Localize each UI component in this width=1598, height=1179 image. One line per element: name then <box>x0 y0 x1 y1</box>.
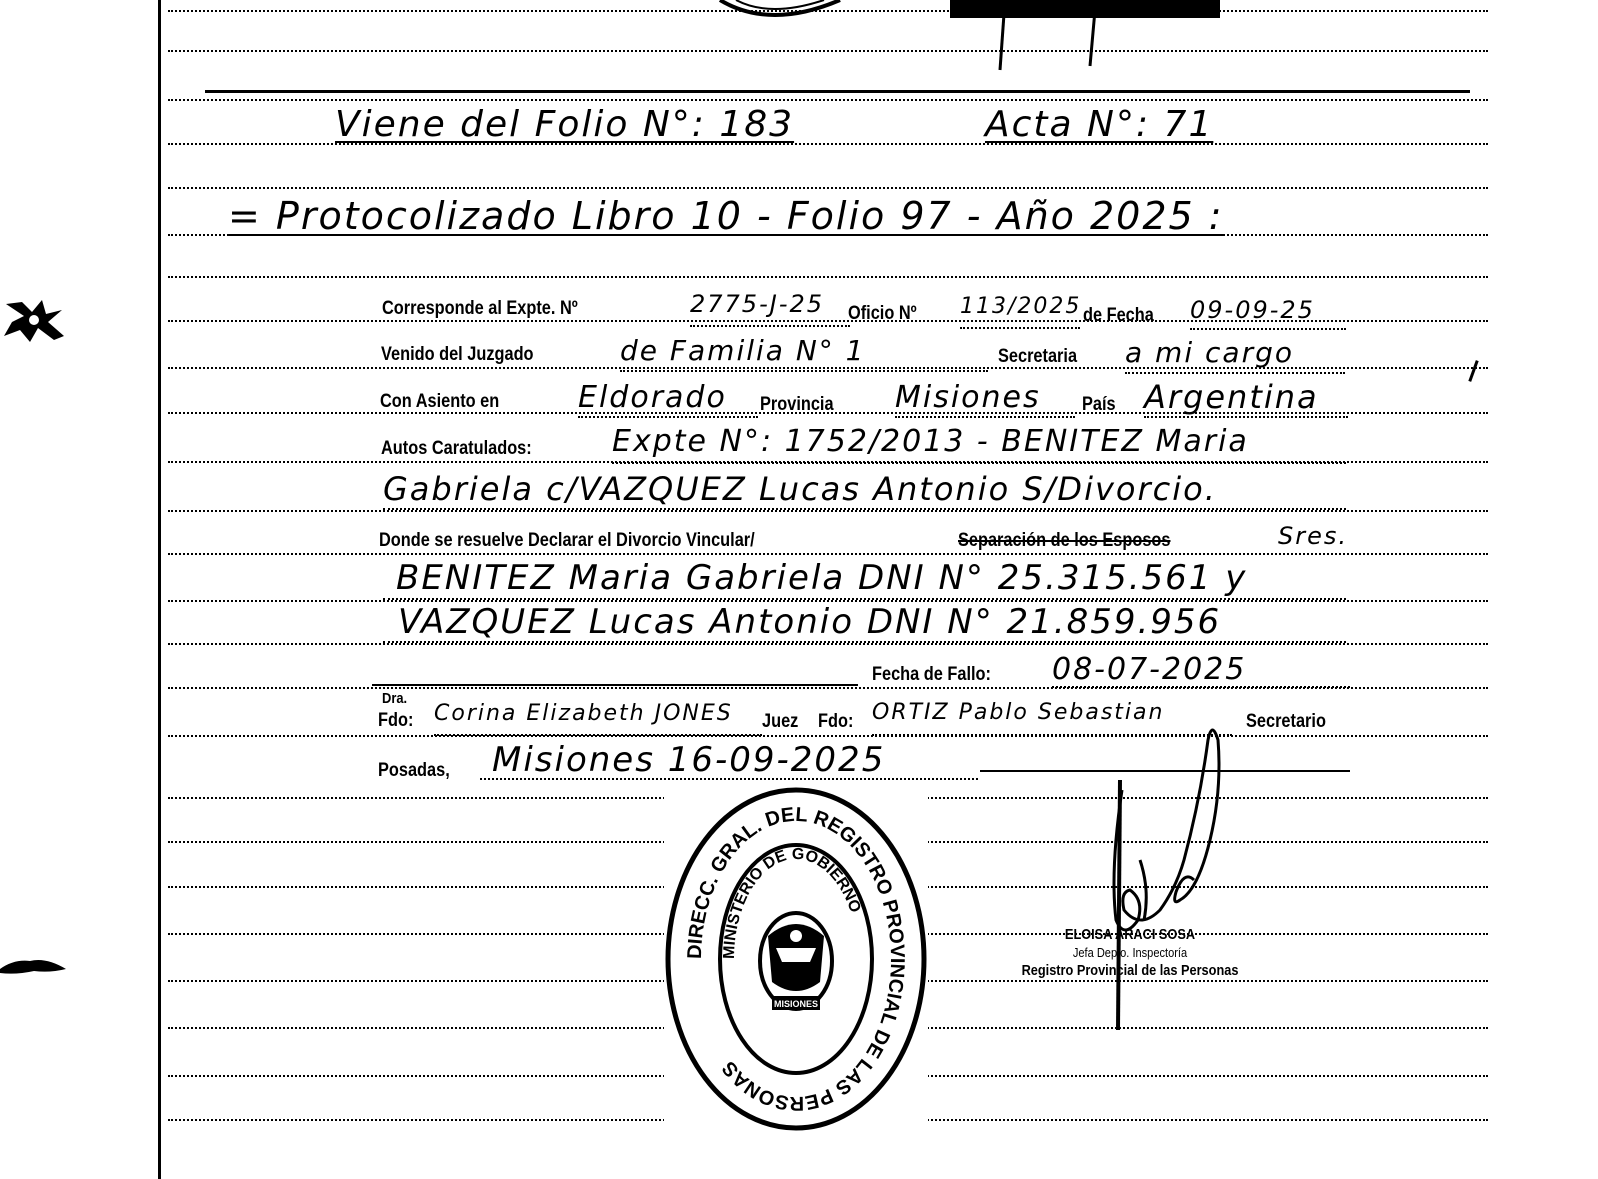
fill-line <box>960 327 1080 329</box>
resuelve-label: Donde se resuelve Declarar el Divorcio Vincular/ <box>379 530 755 551</box>
ruled-line <box>168 187 1488 189</box>
protocolizado-line: = Protocolizado Libro 10 - Folio 97 - Año 2025 : <box>228 194 1224 238</box>
fdo2-label: Fdo: <box>818 711 854 732</box>
ruled-line <box>168 553 1488 555</box>
fill-line <box>1052 686 1350 688</box>
pais-label: País <box>1082 394 1116 415</box>
oficio-label: Oficio Nº <box>848 303 917 324</box>
emblem-banner-text: MISIONES <box>773 999 819 1009</box>
resuelve-value: Sres. <box>1278 522 1348 550</box>
party-2: VAZQUEZ Lucas Antonio DNI N° 21.859.956 <box>398 602 1222 642</box>
provincial-emblem-icon <box>760 913 832 1010</box>
expte-value: 2775-J-25 <box>690 290 825 318</box>
official-seal <box>664 786 928 1132</box>
juez-value: Corina Elizabeth JONES <box>434 701 733 726</box>
signer-org: Registro Provincial de las Personas <box>1021 962 1239 979</box>
autos-value-line-2: Gabriela c/VAZQUEZ Lucas Antonio S/Divorcio. <box>383 470 1217 508</box>
juzgado-label: Venido del Juzgado <box>381 344 534 365</box>
provincia-value: Misiones <box>895 380 1041 415</box>
autos-label: Autos Caratulados: <box>381 438 532 459</box>
acta-number: Acta N°: 71 <box>985 104 1214 145</box>
posadas-value: Misiones 16-09-2025 <box>492 740 886 780</box>
ink-smudge <box>0 955 68 981</box>
posadas-label: Posadas, <box>378 760 450 781</box>
fill-line <box>383 598 1346 600</box>
oficio-value: 113/2025 <box>960 294 1082 319</box>
fill-line <box>1125 372 1345 374</box>
fill-line <box>1144 416 1348 418</box>
party-1: BENITEZ Maria Gabriela DNI N° 25.315.561 y <box>396 558 1248 598</box>
secretario-label: Secretario <box>1246 711 1326 732</box>
previous-entry-seal-remnant <box>700 0 1260 72</box>
fill-line <box>1190 328 1346 330</box>
secretario-value: ORTIZ Pablo Sebastian <box>872 700 1165 725</box>
fallo-value: 08-07-2025 <box>1052 652 1247 687</box>
ruled-line <box>168 510 1488 512</box>
asiento-value: Eldorado <box>578 380 727 415</box>
fdo-label: Fdo: <box>378 710 414 731</box>
ruled-line <box>168 735 1488 737</box>
fill-line <box>690 325 850 327</box>
fill-line <box>620 370 988 372</box>
fallo-label: Fecha de Fallo: <box>872 664 991 685</box>
fecha-label: de Fecha <box>1083 305 1154 326</box>
fecha-value: 09-09-25 <box>1190 296 1315 324</box>
fill-line <box>480 778 978 780</box>
fill-line <box>895 416 1075 418</box>
secretaria-label: Secretaria <box>998 346 1078 367</box>
ruled-line <box>168 99 1488 101</box>
margin-line <box>158 0 161 1179</box>
viene-del-folio: Viene del Folio N°: 183 <box>335 104 795 145</box>
expte-label: Corresponde al Expte. Nº <box>382 298 578 319</box>
provincia-label: Provincia <box>760 394 834 415</box>
ink-smudge <box>2 296 68 346</box>
ruled-line <box>168 276 1488 278</box>
signer-name: ELOISA ARACI SOSA <box>1064 926 1196 943</box>
fill-line <box>578 416 758 418</box>
seal-outer-text: DIRECC. GRAL. DEL REGISTRO PROVINCIAL DE LAS PERSONAS <box>683 803 909 1115</box>
blank-line <box>372 684 858 686</box>
fdo-prefix: Dra. <box>382 690 408 707</box>
autos-value-line-1: Expte N°: 1752/2013 - BENITEZ Maria <box>612 424 1249 459</box>
signer-title: Jefa Depto. Inspectoría <box>1072 945 1188 960</box>
fill-line <box>383 508 1346 510</box>
asiento-label: Con Asiento en <box>380 391 500 412</box>
juzgado-value: de Familia N° 1 <box>620 334 866 367</box>
secretaria-value: a mi cargo <box>1125 336 1294 369</box>
section-divider <box>205 90 1470 93</box>
handwritten-signature <box>1080 720 1240 1040</box>
fill-line <box>434 734 762 736</box>
fill-line <box>612 462 1346 464</box>
juez-label: Juez <box>762 711 799 732</box>
stray-mark <box>1468 360 1478 382</box>
fill-line <box>383 641 1346 643</box>
ruled-line <box>168 643 1488 645</box>
seal-inner-text: MINISTERIO DE GOBIERNO <box>720 845 864 960</box>
resuelve-struck-text: Separación de los Esposos <box>958 530 1171 551</box>
pais-value: Argentina <box>1144 378 1319 416</box>
